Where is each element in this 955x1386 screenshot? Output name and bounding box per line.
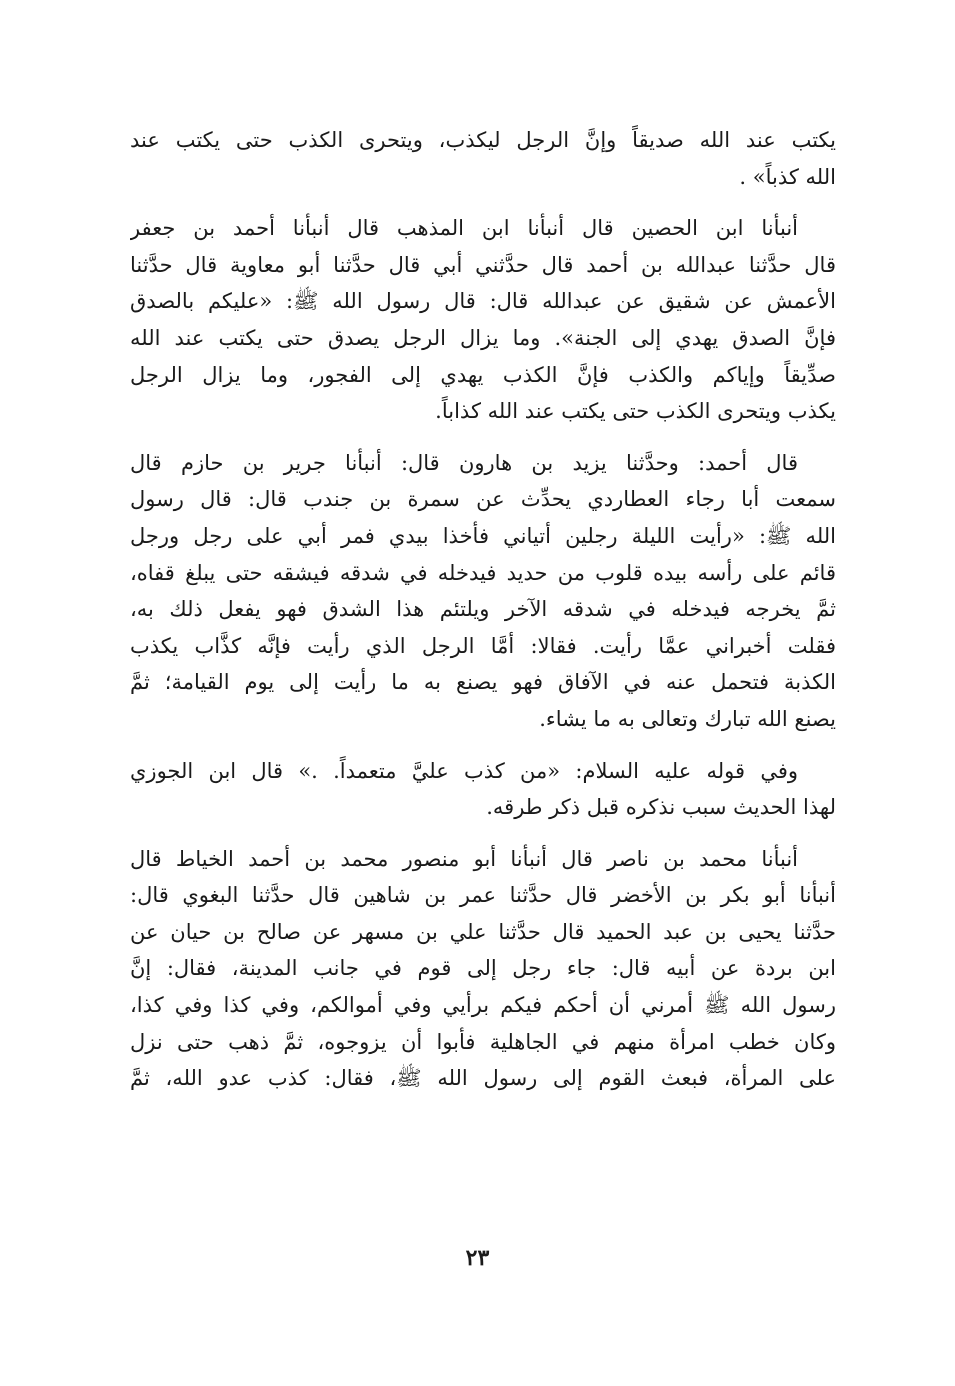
text-line: فقلت أخبراني عمَّا رأيت. فقالا: أمَّا الرجل الذي رأيت فإنَّه كذَّاب يكذب: [130, 633, 836, 658]
paragraph-3: [130, 445, 836, 738]
text-line: قال حدَّثنا عبدالله بن أحمد قال حدَّثني أبي قال حدَّثنا أبو معاوية قال حدَّثنا: [130, 252, 836, 277]
text-line: الكذبة فتحمل عنه في الآفاق فهو يصنع به ما رأيت إلى يوم القيامة؛ ثمَّ: [130, 670, 836, 695]
paragraph-4: [130, 753, 836, 826]
text-line: صدِّيقاً وإياكم والكذب فإنَّ الكذب يهدي إلى الفجور، وما يزال الرجل: [130, 362, 836, 387]
text-line: الأعمش عن شقيق عن عبدالله قال: قال رسول الله ﷺ: «عليكم بالصدق: [130, 289, 836, 314]
text-line: وكان خطب امرأة منهم في الجاهلية فأبوا أن يزوجوه، ثمَّ ذهب حتى نزل: [130, 1029, 836, 1054]
text-line: أنبأنا محمد بن ناصر قال أنبأنا أبو منصور محمد بن أحمد الخياط قال: [130, 846, 798, 871]
text-line: وفي قوله عليه السلام: «من كذب عليَّ متعمداً. .» قال ابن الجوزي: [130, 758, 798, 783]
text-line: يكذب ويتحرى الكذب حتى يكتب عند الله كذاباً.: [435, 399, 836, 424]
page-body: [130, 122, 836, 1097]
text-line: أنبأنا أبو بكر بن الأخضر قال حدَّثنا عمر بن شاهين قال حدَّثنا البغوي قال:: [130, 883, 836, 908]
text-line: ثمَّ يخرجه فيدخله في شدقه الآخر ويلتئم هذا الشدق فهو يفعل ذلك به،: [130, 597, 836, 622]
text-line: فإنَّ الصدق يهدي إلى الجنة». وما يزال الرجل يصدق حتى يكتب عند الله: [130, 325, 836, 350]
text-line: الله كذباً» .: [739, 164, 836, 189]
text-line: سمعت أبا رجاء العطاردي يحدِّث عن سمرة بن جندب قال: قال رسول: [130, 487, 836, 512]
text-line: يصنع الله تبارك وتعالى به ما يشاء.: [539, 706, 836, 731]
page-number: ٢٣: [465, 1245, 490, 1271]
paragraph-2: [130, 210, 836, 430]
text-line: قال أحمد: وحدَّثنا يزيد بن هارون قال: أنبأنا جرير بن حازم قال: [130, 450, 798, 475]
text-line: حدَّثنا يحيى بن عبد الحميد قال حدَّثنا علي بن مسهر عن صالح بن حيان عن: [130, 919, 836, 944]
text-line: رسول الله ﷺ أمرني أن أحكم فيكم برأيي وفي أموالكم، وفي كذا وفي كذا،: [130, 993, 836, 1018]
text-line: أنبأنا ابن الحصين قال أنبأنا ابن المذهب قال أنبأنا أحمد بن جعفر: [130, 216, 798, 241]
text-line: قائم على رأسه بيده قلوب من حديد فيدخله في شدقه فيشقه حتى يبلغ قفاه،: [130, 560, 836, 585]
text-line: الله ﷺ: «رأيت الليلة رجلين أتياني فأخذا بيدي فمر أبي على رجل ورجل: [130, 523, 836, 548]
paragraph-5: [130, 841, 836, 1097]
text-line: ابن بردة عن أبيه قال: جاء رجل إلى قوم في جانب المدينة، فقال: إنَّ: [130, 956, 836, 981]
paragraph-1: [130, 122, 836, 195]
text-line: لهذا الحديث سبب نذكره قبل ذكر طرقه.: [486, 795, 836, 820]
text-line: يكتب عند الله صديقاً وإنَّ الرجل ليكذب، ويتحرى الكذب حتى يكتب عند: [130, 128, 836, 152]
text-line: على المرأة، فبعث القوم إلى رسول الله ﷺ، فقال: كذب عدو الله، ثمَّ: [130, 1066, 836, 1091]
